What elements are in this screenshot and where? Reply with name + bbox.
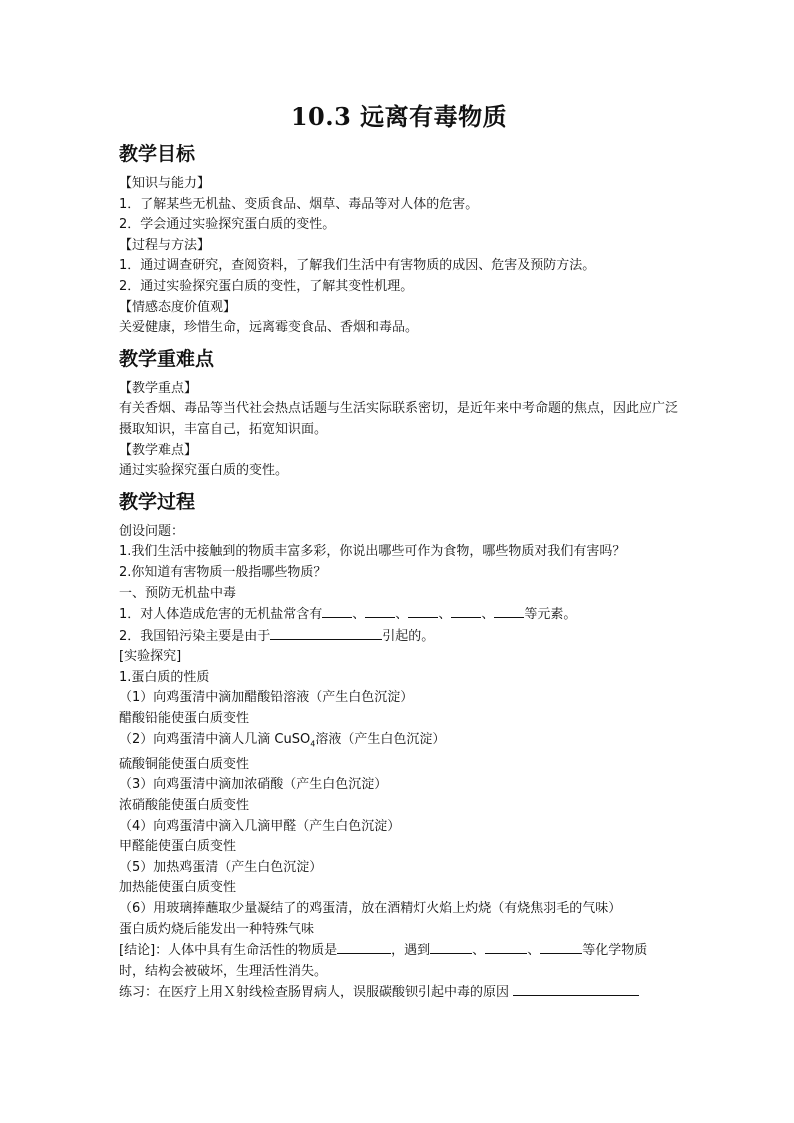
result-3: 浓硝酸能使蛋白质变性 [119,798,250,814]
answer-blank[interactable] [408,604,438,618]
heading-objectives: 教学目标 [119,143,196,165]
answer-blank[interactable] [494,604,524,618]
part-1-heading: 一、预防无机盐中毒 [119,585,237,601]
question-1: 1.我们生活中接触到的物质丰富多彩，你说出哪些可作为食物，哪些物质对我们有害吗？ [119,544,626,560]
fill-in-2 [119,626,679,648]
step-3: （3）向鸡蛋清中滴加浓硝酸（产生白色沉淀） [119,777,388,793]
heading-key-points: 教学重难点 [119,347,215,370]
question-2: 2.你知道有害物质一般指哪些物质？ [119,564,327,580]
answer-blank[interactable] [270,626,382,640]
separator: 、 [481,607,495,623]
document-title: 10.3 远离有毒物质 [290,102,508,131]
objective-k2: 2．学会通过实验探究蛋白质的变性。 [119,217,336,233]
result-5: 加热能使蛋白质变性 [119,880,237,896]
objective-p1: 1．通过调查研究，查阅资料，了解我们生活中有害物质的成因、危害及预防方法。 [119,258,596,274]
experiment-label: [实验探究] [119,649,182,665]
document-page [119,100,679,1004]
fill-in-2-prefix: 2．我国铅污染主要是由于 [119,628,271,644]
separator: 、 [395,607,409,623]
fill-in-1 [119,604,679,626]
label-difficulty: 【教学难点】 [119,442,198,458]
separator: 、 [438,607,452,623]
separator: 、 [352,607,366,623]
answer-blank[interactable] [322,604,352,618]
focus-text: 有关香烟、毒品等当代社会热点话题与生活实际联系密切，是近年来中考命题的焦点，因此应广泛摄取知识，丰富自己，拓宽知识面。 [119,401,679,437]
conclusion-prefix: [结论]：人体中具有生命活性的物质是 [119,943,338,959]
fill-in-2-suffix: 引起的。 [382,628,435,644]
fill-in-1-prefix: 1．对人体造成危害的无机盐常含有 [119,607,323,623]
fill-in-1-suffix: 等元素。 [524,607,577,623]
step-4: （4）向鸡蛋清中滴入几滴甲醛（产生白色沉淀） [119,818,401,834]
objective-p2: 2．通过实验探究蛋白质的变性，了解其变性机理。 [119,278,414,294]
separator: 、 [527,943,541,959]
process-intro: 创设问题： [119,523,185,539]
step-1: （1）向鸡蛋清中滴加醋酸铅溶液（产生白色沉淀） [119,690,414,706]
answer-blank[interactable] [451,604,481,618]
difficulty-text: 通过实验探究蛋白质的变性。 [119,463,289,479]
label-process-method: 【过程与方法】 [119,237,211,253]
answer-blank[interactable] [513,982,639,996]
subscript: 4 [310,739,316,749]
step-2-post: 溶液（产生白色沉淀） [315,731,446,747]
step-5: （5）加热鸡蛋清（产生白色沉淀） [119,859,323,875]
answer-blank[interactable] [430,940,472,954]
exercise [119,982,679,1004]
heading-process: 教学过程 [119,490,196,513]
answer-blank[interactable] [337,940,391,954]
protein-heading: 1.蛋白质的性质 [119,669,210,685]
step-6: （6）用玻璃捧蘸取少量凝结了的鸡蛋清，放在酒精灯火焰上灼烧（有烧焦羽毛的气味） [119,901,622,916]
conclusion-mid: ，遇到 [391,943,431,959]
result-2: 硫酸铜能使蛋白质变性 [119,756,250,772]
result-6: 蛋白质灼烧后能发出一种特殊气味 [119,921,315,937]
step-2 [119,730,679,755]
label-focus: 【教学重点】 [119,380,198,396]
separator: 、 [472,943,486,959]
label-emotion: 【情感态度价值观】 [119,299,237,315]
objective-e1: 关爱健康，珍惜生命，远离霉变食品、香烟和毒品。 [119,320,419,336]
conclusion-suffix: 等化学物质 [582,943,648,959]
label-knowledge: 【知识与能力】 [119,176,211,191]
result-1: 醋酸铅能使蛋白质变性 [119,711,250,727]
exercise-text: 练习：在医疗上用Ｘ射线检查肠胃病人，误服碳酸钡引起中毒的原因 [119,985,510,1001]
step-2-pre: （2）向鸡蛋清中滴人几滴 CuSO [119,731,311,747]
conclusion-line-2: 时，结构会被破坏，生理活性消失。 [119,963,328,979]
conclusion [119,940,679,962]
answer-blank[interactable] [365,604,395,618]
answer-blank[interactable] [485,940,527,954]
answer-blank[interactable] [540,940,582,954]
result-4: 甲醛能使蛋白质变性 [119,839,237,855]
objective-k1: 1．了解某些无机盐、变质食品、烟草、毒品等对人体的危害。 [119,196,479,212]
